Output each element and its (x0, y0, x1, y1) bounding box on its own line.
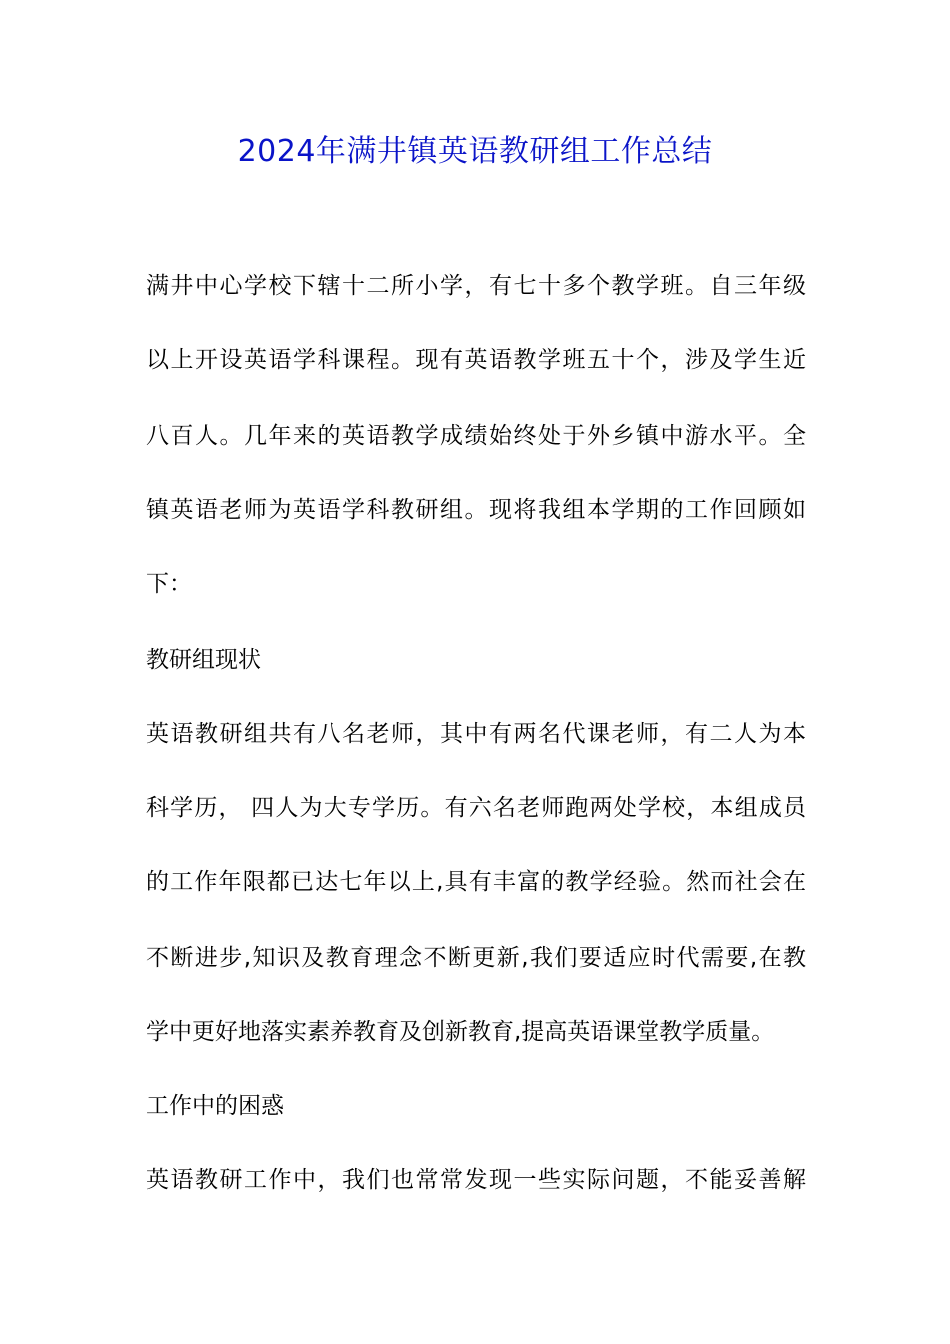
paragraph-line: 科学历， 四人为大专学历。有六名老师跑两处学校，本组成员 (146, 795, 806, 821)
paragraph-line: 八百人。几年来的英语教学成绩始终处于外乡镇中游水平。全 (146, 423, 806, 449)
paragraph-line: 满井中心学校下辖十二所小学，有七十多个教学班。自三年级 (146, 273, 806, 299)
paragraph-line: 英语教研工作中，我们也常常发现一些实际问题，不能妥善解 (146, 1167, 806, 1193)
paragraph-line: 学中更好地落实素养教育及创新教育,提高英语课堂教学质量。 (146, 1019, 775, 1045)
section-heading: 工作中的困惑 (146, 1093, 284, 1119)
document-title: 2024年满井镇英语教研组工作总结 (237, 134, 713, 169)
paragraph-line: 以上开设英语学科课程。现有英语教学班五十个，涉及学生近 (146, 347, 806, 373)
paragraph-line: 不断进步,知识及教育理念不断更新,我们要适应时代需要,在教 (146, 945, 806, 971)
paragraph-line: 的工作年限都已达七年以上,具有丰富的教学经验。然而社会在 (146, 869, 806, 895)
paragraph-line: 英语教研组共有八名老师，其中有两名代课老师，有二人为本 (146, 721, 806, 747)
section-heading: 教研组现状 (146, 647, 261, 673)
paragraph-line: 下： (146, 571, 192, 597)
paragraph-line: 镇英语老师为英语学科教研组。现将我组本学期的工作回顾如 (146, 497, 806, 523)
